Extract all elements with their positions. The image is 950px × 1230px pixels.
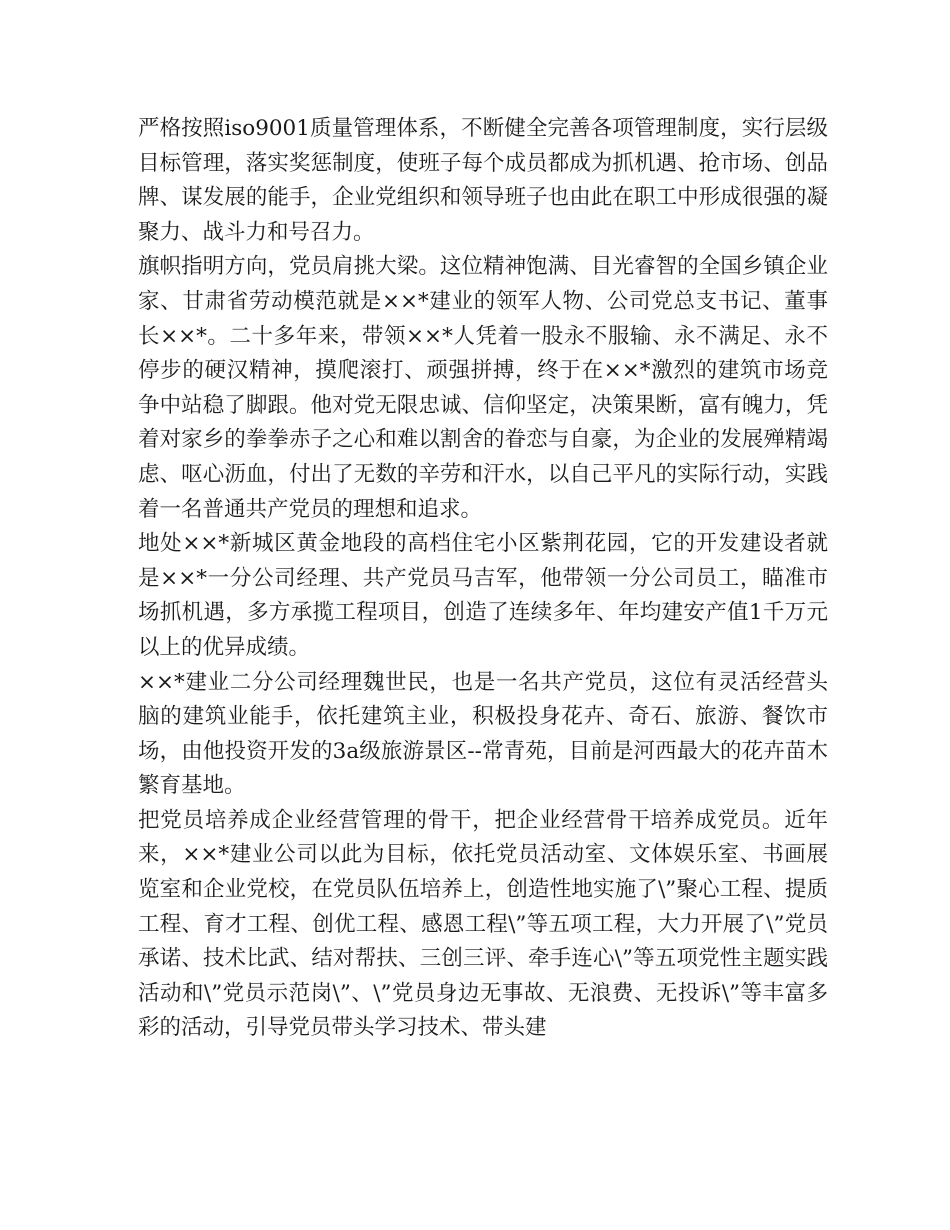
paragraph-5: 把党员培养成企业经营管理的骨干，把企业经营骨干培养成党员。近年来，××*建业公司以此为目标，依托党员活动室、文体娱乐室、书画展览室和企业党校，在党员队伍培养上，创造性地实施了\”聚心工程、提质工程、育才工程、创优工程、感恩工程\”等五项工程，大力开展了\”党员承诺、技术比武、结对帮扶、三创三评、牵手连心\”等五项党性主题实践活动和\”党员示范岗\”、\”党员身边无事故、无浪费、无投诉\”等丰富多彩的活动，引导党员带头学习技术、带头建 <box>138 807 828 1041</box>
paragraph-2: 旗帜指明方向，党员肩挑大梁。这位精神饱满、目光睿智的全国乡镇企业家、甘肃省劳动模范就是××*建业的领军人物、公司党总支书记、董事长××*。二十多年来，带领××*人凭着一股永不服输、永不满足、永不停步的硬汉精神，摸爬滚打、顽强拼搏，终于在××*激烈的建筑市场竞争中站稳了脚跟。他对党无限忠诚、信仰坚定，决策果断，富有魄力，凭着对家乡的拳拳赤子之心和难以割舍的眷恋与自豪，为企业的发展殚精竭虑、呕心沥血，付出了无数的辛劳和汗水，以自己平凡的实际行动，实践着一名普通共产党员的理想和追求。 <box>138 254 828 522</box>
paragraph-1: 严格按照iso9001质量管理体系，不断健全完善各项管理制度，实行层级目标管理，落实奖惩制度，使班子每个成员都成为抓机遇、抢市场、创品牌、谋发展的能手，企业党组织和领导班子也由此在职工中形成很强的凝聚力、战斗力和号召力。 <box>138 116 828 245</box>
document-body <box>138 112 828 1046</box>
paragraph-4: ××*建业二分公司经理魏世民，也是一名共产党员，这位有灵活经营头脑的建筑业能手，依托建筑主业，积极投身花卉、奇石、旅游、餐饮市场，由他投资开发的3a级旅游景区--常青苑，目前是河西最大的花卉苗木繁育基地。 <box>138 669 828 799</box>
paragraph-3: 地处××*新城区黄金地段的高档住宅小区紫荆花园，它的开发建设者就是××*一分公司经理、共产党员马吉军，他带领一分公司员工，瞄准市场抓机遇，多方承揽工程项目，创造了连续多年、年均建安产值1千万元以上的优异成绩。 <box>138 531 828 660</box>
